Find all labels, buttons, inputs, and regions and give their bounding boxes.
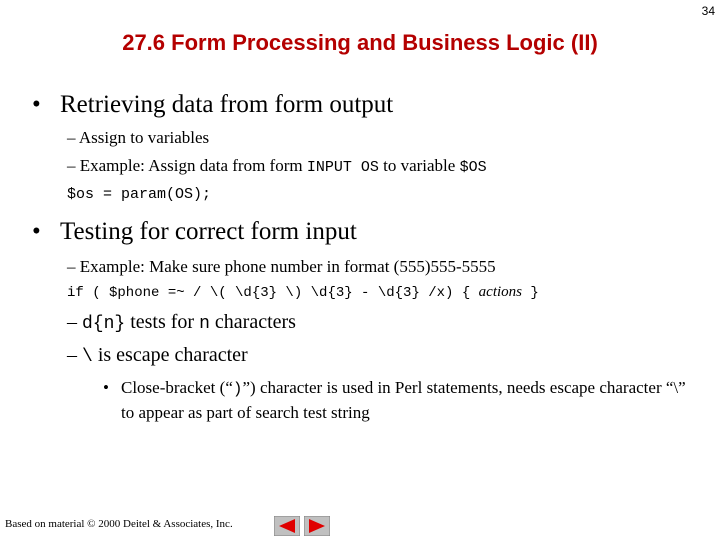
dn-mid: tests for <box>125 311 200 333</box>
bullet-testing-input: Testing for correct form input <box>60 218 357 245</box>
close-bracket-rest: ”) character is used in Perl statements, needs escape character “\” to appear as part of search test string <box>121 378 686 422</box>
code-n: n <box>199 314 210 334</box>
subsub-bullet-dot: • <box>103 378 109 397</box>
sub-bullet-example-assign: – Example: Assign data from form INPUT OS to variable $OS <box>67 156 487 176</box>
bullet-retrieving-data: Retrieving data from form output <box>60 91 394 118</box>
next-slide-button[interactable] <box>304 516 330 536</box>
code-os-var: $OS <box>459 159 487 176</box>
left-arrow-icon <box>274 516 300 536</box>
regex-code: if ( $phone =~ / \( \d{3} \) \d{3} - \d{3} /x) { <box>67 285 471 301</box>
right-arrow-icon <box>304 516 330 536</box>
code-backslash: \ <box>82 347 93 367</box>
code-close-paren: ) <box>232 380 243 398</box>
sub-bullet-assign: – Assign to variables <box>67 128 210 147</box>
code-line-regex <box>67 284 539 301</box>
code-dn: d{n} <box>82 314 126 334</box>
subsub-bullet-close-bracket <box>121 376 691 424</box>
example-prefix: Example: Assign data from form <box>79 156 307 175</box>
sub-bullet-example-phone: – Example: Make sure phone number in format (555)555-5555 <box>67 257 496 276</box>
actions-text: actions <box>478 284 523 300</box>
slide-title: 27.6 Form Processing and Business Logic (II) <box>122 30 598 55</box>
prev-slide-button[interactable] <box>274 516 300 536</box>
brace-close: } <box>530 285 539 301</box>
sub-bullet-dn: – d{n} tests for n characters <box>67 311 296 334</box>
example-phone-text: Example: Make sure phone number in format (555)555-5555 <box>79 257 496 276</box>
example-mid: to variable <box>378 156 460 175</box>
escape-end: is escape character <box>92 344 248 366</box>
bullet-dot: • <box>32 91 41 118</box>
code-line-param: $os = param(OS); <box>67 186 212 203</box>
page-number: 34 <box>701 4 715 18</box>
code-input-os: INPUT OS <box>306 159 379 176</box>
footer-credit: Based on material © 2000 Deitel & Associates, Inc. <box>5 518 233 530</box>
sub-bullet-escape: – \ is escape character <box>67 344 248 367</box>
close-bracket-start: Close-bracket (“ <box>121 378 233 397</box>
bullet-dot: • <box>32 218 41 245</box>
dn-end: characters <box>209 311 296 333</box>
sub-bullet-assign-text: Assign to variables <box>78 128 210 147</box>
